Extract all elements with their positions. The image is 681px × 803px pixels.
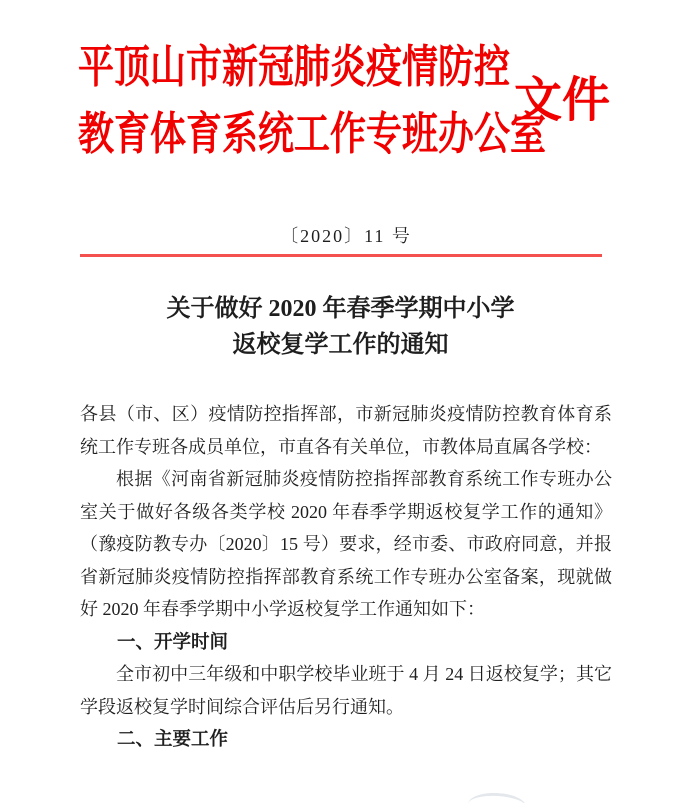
document-title-line1: 关于做好 2020 年春季学期中小学 — [166, 296, 515, 322]
document-letterhead — [78, 34, 610, 174]
document-body — [80, 398, 612, 756]
org-name-line1: 平顶山市新冠肺炎疫情防控 — [78, 42, 511, 92]
section-heading-2: 二、主要工作 — [117, 728, 229, 749]
section-heading-1: 一、开学时间 — [117, 630, 229, 652]
document-title-line2: 返校复学工作的通知 — [232, 332, 449, 358]
red-divider — [80, 254, 602, 257]
doc-number: 〔2020〕11 号 — [280, 226, 412, 246]
salutation: 各县（市、区）疫情防控指挥部，市新冠肺炎疫情防控教育体育系统工作专班各成员单位，市直各有关单位，市教体局直属各学校： — [80, 404, 612, 457]
scan-artifact — [467, 791, 526, 803]
issuing-org-name — [78, 34, 546, 168]
org-name-line2: 教育体育系统工作专班办公室 — [78, 109, 547, 159]
paragraph-basis: 根据《河南省新冠肺炎疫情防控指挥部教育系统工作专班办公室关于做好各级各类学校 2020 年春季学期返校复学工作的通知》（豫疫防教专办〔2020〕15 号）要求，经市委、市政府同意，并报省新冠肺炎疫情防控指挥部教育系统工作专班办公室备案，现就做好 2020 年春季学期中小学返校复学工作通知如下： — [80, 469, 612, 619]
document-title — [40, 291, 641, 363]
doc-type-label: 文件 — [513, 74, 610, 127]
paragraph-schedule: 全市初中三年级和中职学校毕业班于 4 月 24 日返校复学；其它学段返校复学时间综合评估后另行通知。 — [80, 664, 612, 717]
